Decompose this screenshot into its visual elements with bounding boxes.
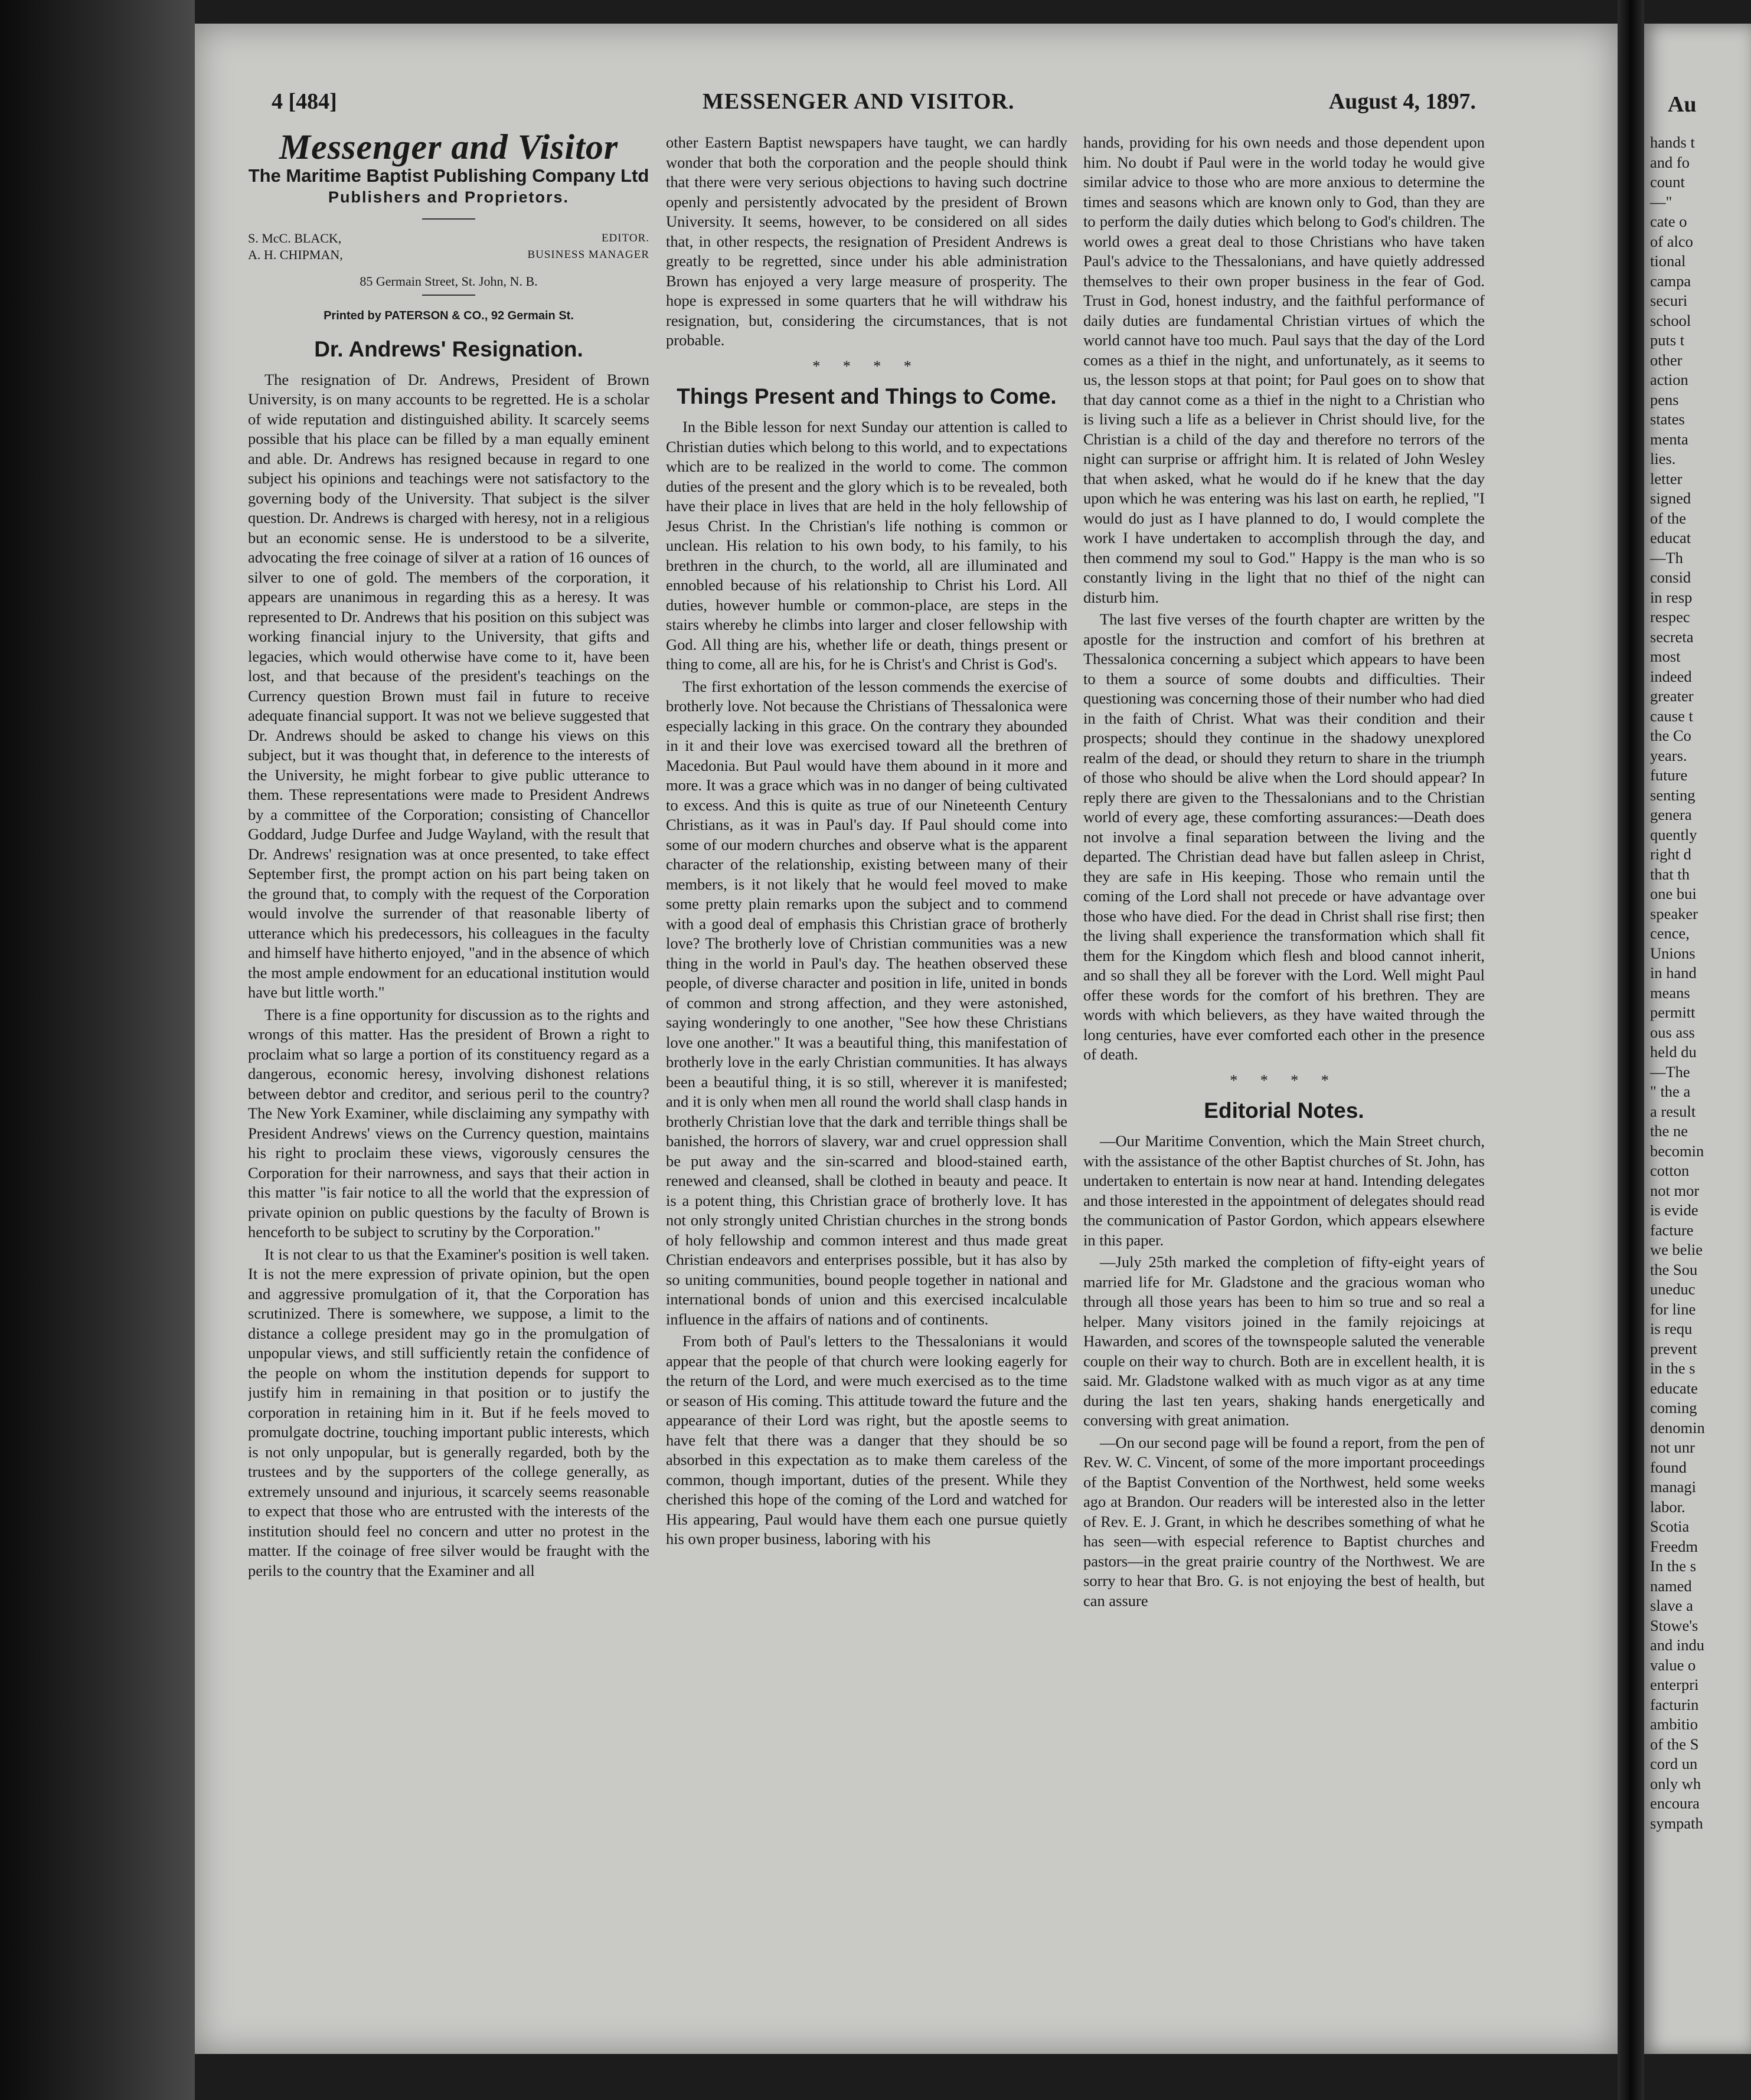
adjacent-page-line: indeed (1650, 667, 1692, 685)
book-spine (0, 0, 195, 2100)
adjacent-page-line: in resp (1650, 588, 1693, 606)
adjacent-page-line: respec (1650, 608, 1690, 626)
adjacent-page-line: senting (1650, 786, 1696, 804)
editor-role: EDITOR. (601, 231, 649, 244)
adjacent-page-line: states (1650, 410, 1685, 428)
adjacent-page-line: educat (1650, 529, 1691, 547)
editor-name: S. McC. BLACK, (248, 230, 342, 246)
adjacent-page-head: Au (1668, 92, 1697, 117)
adjacent-page-line: encoura (1650, 1794, 1700, 1812)
article-paragraph: The resignation of Dr. Andrews, President of Brown University, is on many accounts to be regretted. He is a scholar of wide reputation and distinguished ability. It scarcely seems possible that his place can be filled by a man equally eminent and able. Dr. Andrews has resigned because in regard to one subject his opinions and teachings were not satisfactory to the governing body of the University. That subject is the silver question. Dr. Andrews is charged with heresy, not in a religious but an economic sense. He is understood to be a silverite, advocating the free coinage of silver at a ration of 16 ounces of silver to one of gold. The members of the corporation, it appears are unanimous in regarding this as a heresy. It was represented to Dr. Andrews that his position on this subject was working financial injury to the University, that gifts and legacies, which would otherwise have come to it, have been lost, and that because of the president's teachings on the Currency question Brown must fail in future to receive adequate financial support. It was not we believe suggested that Dr. Andrews should be asked to change his views on this subject, but it was thought that, in deference to the interests of the University, he might forbear to give public utterance to them. These representations were made to President Andrews by a committee of the Corporation; consisting of Chancellor Goddard, Judge Durfee and Judge Wayland, with the result that Dr. Andrews' resignation was at once presented, to take effect September first, the prompt action on his part being taken on the ground that, to comply with the request of the Corporation would involve the surrender of that reasonable liberty of utterance which his predecessors, his colleagues in the faculty and himself have hitherto enjoyed, "and in the absence of which the most ample endowment for an educational institution would have but little worth." (248, 370, 649, 1001)
adjacent-page-line: letter (1650, 469, 1683, 488)
adjacent-page-line: educate (1650, 1379, 1698, 1397)
adjacent-page-line: held du (1650, 1043, 1697, 1061)
column-2 (666, 133, 1067, 2010)
article-paragraph: The first exhortation of the lesson commends the exercise of brotherly love. Not because the Christians of Thessalonica were especially lacking in this grace. On the contrary they abounded in it and their love was exercised toward all the brethren of Macedonia. But Paul would have them abound in it more and more. It was a grace which was in no danger of being cultivated to excess. And this is quite as true of our Nineteenth Century Christians, as it was in Paul's day. If Paul should come into some of our modern churches and observe what is the apparent character of the relationship, existing between many of their members, is it not likely that he would feel moved to make some pretty plain remarks upon the subject and to commend with a good deal of emphasis this Christian grace of brotherly love? The brotherly love of Christian communities was a new thing in the world in Paul's day. The heathen observed these people, of diverse character and position in life, united in bonds of common and strong affection, and they were astonished, saying wonderingly to one another, "See how these Christians love one another." It was a beautiful thing, this manifestation of brotherly love in the early Christian communities. It has always been a beautiful thing, it is so still, wherever it is manifested; and it is only when men all round the world shall clasp hands in brotherly Christian love that the dark and terrible things shall be banished, the horrors of slavery, war and cruel oppression shall be put away and the sin-scarred and blood-stained earth, renewed and cleansed, shall be clothed in beauty and peace. It is a potent thing, this Christian grace of brotherly love. It has not only strongly united Christian churches in the strong bonds of holy fellowship and common interest and thus made great Christian endeavors and enterprises possible, but it has also by so uniting communities, bound people together in national and international bonds of union and this exercised incalculable influence in the affairs of nations and of continents. (666, 677, 1067, 1328)
adjacent-page-line: the Sou (1650, 1260, 1698, 1278)
adjacent-page-line: cate o (1650, 212, 1687, 230)
adjacent-page-line: facturin (1650, 1695, 1699, 1713)
adjacent-page-line: ous ass (1650, 1023, 1695, 1041)
divider (422, 218, 475, 220)
adjacent-page-line: of alco (1650, 232, 1693, 250)
adjacent-page-line: of the S (1650, 1735, 1699, 1753)
adjacent-page-line: consid (1650, 568, 1691, 586)
article-continuation: other Eastern Baptist newspapers have taught, we can hardly wonder that both the corporation and the people should think that there were very serious objections to having such doctrine openly and persistently advocated by the president of Brown University. It seems, however, to be considered on all sides that, in other respects, the resignation of President Andrews is greatly to be regretted, since under his able administration Brown has enjoyed a very large measure of prosperity. The hope is expressed in some quarters that he will withdraw his resignation, but, considering the circumstances, that is not probable. (666, 133, 1067, 349)
adjacent-page-line: cotton (1650, 1162, 1690, 1179)
adjacent-page-line: permitt (1650, 1003, 1696, 1021)
adjacent-page-line: most (1650, 647, 1681, 665)
adjacent-page-line: in hand (1650, 964, 1697, 982)
publisher-company: The Maritime Baptist Publishing Company Ltd (248, 165, 649, 186)
adjacent-page-line: pens (1650, 390, 1679, 408)
adjacent-page-line: that th (1650, 865, 1690, 883)
adjacent-page-line: quently (1650, 825, 1697, 843)
adjacent-page-line: speaker (1650, 904, 1698, 923)
adjacent-page-line: secreta (1650, 627, 1694, 646)
masthead-title: Messenger and Visitor (279, 133, 619, 166)
adjacent-page-line: future (1650, 766, 1688, 784)
adjacent-page-line: becomin (1650, 1141, 1704, 1160)
adjacent-page-line: is evide (1650, 1201, 1698, 1219)
adjacent-page-line: of the (1650, 509, 1687, 527)
adjacent-page-line: labor. (1650, 1497, 1685, 1516)
adjacent-page-line: —" (1650, 192, 1672, 211)
adjacent-page-line: tional (1650, 252, 1686, 270)
adjacent-page-line: greater (1650, 687, 1694, 705)
article-headline: Dr. Andrews' Resignation. (314, 336, 583, 361)
section-separator: * * * * (812, 357, 921, 375)
adjacent-page-line: prevent (1650, 1339, 1697, 1358)
adjacent-page-line: uneduc (1650, 1280, 1696, 1298)
adjacent-page-line: not mor (1650, 1181, 1700, 1199)
adjacent-page-line: sympath (1650, 1814, 1703, 1832)
adjacent-page-line: Scotia (1650, 1517, 1690, 1535)
article-paragraph: —Our Maritime Convention, which the Main Street church, with the assistance of the other Baptist churches of St. John, has undertaken to entertain is now near at hand. Intending delegates and those interested in the appointment of delegates should read the communication of Pastor Gordon, which appears elsewhere in this paper. (1083, 1132, 1485, 1249)
article-headline: Things Present and Things to Come. (677, 384, 1057, 408)
adjacent-page-line: —Th (1650, 548, 1683, 567)
adjacent-page-line: signed (1650, 489, 1691, 507)
adjacent-page-line: " the a (1650, 1082, 1691, 1100)
adjacent-page (1644, 24, 1751, 2054)
adjacent-page-line: ambitio (1650, 1715, 1698, 1733)
adjacent-page-line: and indu (1650, 1636, 1704, 1654)
adjacent-page-text (1650, 133, 1750, 1833)
adjacent-page-line: managi (1650, 1478, 1696, 1496)
paper-title: MESSENGER AND VISITOR. (703, 89, 1015, 114)
editor-row (248, 230, 649, 247)
column-3 (1083, 133, 1485, 2010)
page-number: 4 [484] (272, 89, 337, 114)
adjacent-page-line: facture (1650, 1221, 1694, 1239)
adjacent-page-line: denomin (1650, 1418, 1705, 1437)
article-continuation: hands, providing for his own needs and those dependent upon him. No doubt if Paul were in the world today he would give similar advice to those who are more anxious to determine the times and seasons which are known only to God, than they are to perform the daily duties which belong to God's children. The world owes a great deal to those Christians who have taken Paul's advice to the Thessalonians, and have quietly addressed themselves to their own proper business in the fear of God. Trust in God, honest industry, and the faithful performance of daily duties are fundamental Christian virtues of which the world cannot have too much. Paul says that the day of the Lord comes as a thief in the night, and unfortunately, as it seems to us, the lesson stops at that point; for Paul goes on to show that that day cannot come as a thief in the night to a Christian who is living such a life as a believer in Christ should live, for the Christian is a child of the day and therefore no terrors of the night can surprise or affright him. It is related of John Wesley that when asked, what he would do if he knew that the day upon which he was entering was his last on earth, he replied, "I would do just as I have planned to do, I would complete the work I have undertaken to accomplish through the day, and then commend my soul to God." Happy is the man who is so constantly living in the light that no thief of the night can disturb him. (1083, 133, 1485, 606)
adjacent-page-line: right d (1650, 845, 1691, 863)
office-address: 85 Germain Street, St. John, N. B. (360, 273, 538, 289)
adjacent-page-line: slave a (1650, 1597, 1693, 1614)
adjacent-page-line: named (1650, 1576, 1692, 1595)
article-paragraph: There is a fine opportunity for discussion as to the rights and wrongs of this matter. Has the president of Brown a right to proclaim what so large a portion of its constituency regard as a dangerous, economic heresy, involving dishonest relations between debtor and creditor, and serious peril to the country? The New York Examiner, while disclaiming any sympathy with President Andrews' views on the Currency question, maintains his right to proclaim these views, vigorously censures the Corporation for their narrowness, and says that their action in this matter "is fair notice to all the world that the expression of private opinion on public questions by the faculty of Brown is henceforth to be subject to scrutiny by the Corporation." (248, 1005, 649, 1241)
adjacent-page-line: in the s (1650, 1359, 1696, 1377)
adjacent-page-line: means (1650, 983, 1690, 1002)
section-separator: * * * * (1230, 1071, 1338, 1089)
adjacent-page-line: years. (1650, 746, 1687, 764)
manager-row (248, 247, 649, 263)
adjacent-page-line: for line (1650, 1300, 1696, 1318)
adjacent-page-line: cord un (1650, 1755, 1698, 1772)
adjacent-page-line: lies. (1650, 450, 1676, 467)
article-paragraph: The last five verses of the fourth chapter are written by the apostle for the instruction and comfort of his brethren at Thessalonica concerning a subject which appears to have been to them a source of some doubts and difficulties. Their questioning was concerning those of their number who had died in the faith of Christ. What was their condition and their prospects; should they continue in the shadowy unexplored realm of the dead, or should they return to share in the triumph of those who should be alive when the Lord should appear? In reply there are given to the Thessalonians and to the Christian world of every age, these comforting assurances:—Death does not involve a final separation between the living and the departed. The Christian dead have but fallen asleep in Christ, they are safe in His keeping. Those who remain until the coming of the Lord shall not precede or have advantage over those who have died. For the dead in Christ shall rise first; then the living shall experience the transformation which shall fit them for the Kingdom which flesh and blood cannot inherit, and so shall they all be forever with the Lord. Well might Paul offer these words for the comfort of his brethren. They are words with which believers, as they have waited through the long centuries, have ever comforted each other in the presence of death. (1083, 610, 1485, 1063)
manager-name: A. H. CHIPMAN, (248, 247, 343, 262)
adjacent-page-line: is requ (1650, 1320, 1693, 1337)
adjacent-page-line: only wh (1650, 1774, 1701, 1792)
printer-line: Printed by PATERSON & CO., 92 Germain St. (324, 309, 574, 322)
adjacent-page-line: Stowe's (1650, 1616, 1698, 1634)
adjacent-page-line: menta (1650, 430, 1688, 448)
adjacent-page-line: found (1650, 1458, 1687, 1476)
page-gutter (1618, 0, 1644, 2100)
adjacent-page-line: one bui (1650, 885, 1697, 902)
running-head (272, 89, 1476, 124)
publishers-line: Publishers and Proprietors. (328, 188, 570, 206)
adjacent-page-line: puts t (1650, 331, 1685, 349)
divider (422, 295, 475, 296)
issue-date: August 4, 1897. (1328, 89, 1476, 114)
column-1 (248, 133, 649, 2010)
adjacent-page-line: coming (1650, 1399, 1697, 1417)
article-paragraph: —On our second page will be found a report, from the pen of Rev. W. C. Vincent, of some of the more important proceedings of the Baptist Convention of the Northwest, held some weeks ago at Brandon. Our readers will be interested also in the letter of Rev. E. J. Grant, in which he describes something of what he has seen—with especial reference to Baptist churches and pastors—in the great prairie country of the Northwest. We are sorry to hear that Bro. G. is not enjoying the best of health, but can assure (1083, 1433, 1485, 1610)
article-headline: Editorial Notes. (1204, 1098, 1364, 1123)
adjacent-page-line: other (1650, 351, 1683, 369)
adjacent-page-line: the Co (1650, 727, 1691, 744)
adjacent-page-line: cence, (1650, 924, 1690, 942)
article-paragraph: From both of Paul's letters to the Thessalonians it would appear that the people of that church were looking eagerly for the return of the Lord, and were much exercised as to the time or season of His coming. This attitude toward the future and the appearance of their Lord was right, but the apostle seems to have felt that there was a danger that they should be so absorbed in this expectation as to make them careless of the common, though important, duties of the present. While they cherished this hope of the coming of the Lord and watched for His appearing, Paul would have them each one pursue quietly his own proper business, laboring with his (666, 1332, 1067, 1548)
adjacent-page-line: —The (1650, 1062, 1690, 1081)
adjacent-page-line: securi (1650, 292, 1688, 309)
adjacent-page-line: action (1650, 371, 1688, 388)
adjacent-page-line: school (1650, 311, 1691, 329)
adjacent-page-line: the ne (1650, 1122, 1688, 1140)
adjacent-page-line: a result (1650, 1102, 1696, 1120)
article-paragraph: In the Bible lesson for next Sunday our attention is called to Christian duties which belong to this world, and to expectations which are to be realized in the world to come. The common duties of the present and the glory which is to be revealed, both have their place in lives that are held in the holy fellowship of Jesus Christ. In the Christian's life nothing is common or unclean. His relation to his own body, to his family, to his brethren in the church, to the world, all are illuminated and ennobled because of his relationship to Christ his Lord. All duties, however humble or common-place, are steps in the stairs whereby he climbs into larger and closer fellowship with God. All thing are his, whether life or death, things present or thing to come, all are his, for he is Christ's and Christ is God's. (666, 418, 1067, 673)
adjacent-page-line: and fo (1650, 153, 1690, 171)
adjacent-page-line: genera (1650, 806, 1692, 823)
adjacent-page-line: value o (1650, 1656, 1696, 1674)
adjacent-page-line: count (1650, 173, 1685, 191)
adjacent-page-line: Freedm (1650, 1537, 1698, 1555)
article-paragraph: It is not clear to us that the Examiner's position is well taken. It is not the mere expression of private opinion, but the open and aggressive promulgation of it, that the Corporation has scrutinized. There is somewhere, we suppose, a limit to the distance a college president may go in the promulgation of unpopular views, and still sufficiently retain the confidence of the people on whom the institution depends for support to justify him in remaining in that position or to justify the corporation in retaining him in it. But if he feels moved to promulgate doctrine, touching important public interests, which is not only unpopular, but is generally regarded, both by the trustees and by the supporters of the college generally, as extremely unsound and injurious, it scarcely seems reasonable to expect that those who are entrusted with the interests of the institution should feel no concern and utter no protest in the matter. If the coinage of free silver would be fraught with the perils to the country that the Examiner and all (248, 1245, 649, 1579)
manager-role: BUSINESS MANAGER (527, 248, 649, 261)
adjacent-page-line: enterpri (1650, 1676, 1699, 1693)
article-paragraph: —July 25th marked the completion of fifty-eight years of married life for Mr. Gladstone and the gracious woman who through all those years has been to him so true and so real a helper. Many visitors joined in the family rejoicings at Hawarden, and scores of the townspeople saluted the venerable couple on their way to church. Both are in excellent health, it is said. Mr. Gladstone walked with as much vigor as at any time during the last ten years, shaking hands energetically and conversing with great animation. (1083, 1253, 1485, 1429)
adjacent-page-line: not unr (1650, 1438, 1695, 1456)
adjacent-page-line: In the s (1650, 1557, 1697, 1575)
adjacent-page-line: hands t (1650, 133, 1695, 151)
adjacent-page-line: we belie (1650, 1241, 1703, 1258)
adjacent-page-line: Unions (1650, 944, 1696, 962)
adjacent-page-line: cause t (1650, 706, 1693, 725)
adjacent-page-line: campa (1650, 272, 1691, 290)
